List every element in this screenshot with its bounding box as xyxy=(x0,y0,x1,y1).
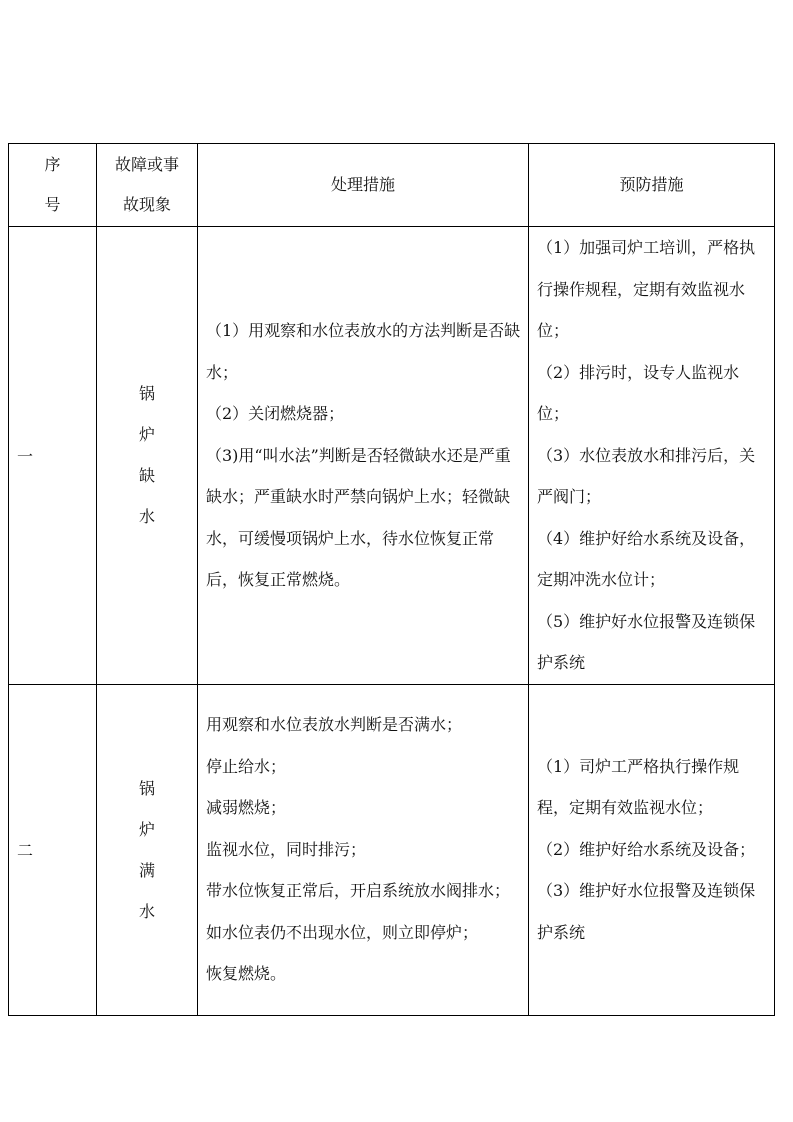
header-fault-line: 故障或事 xyxy=(114,155,179,174)
fault-table xyxy=(8,143,775,1016)
prevention-item: （1）司炉工严格执行操作规程，定期有效监视水位； xyxy=(537,756,740,818)
header-number-line: 号 xyxy=(44,195,61,214)
header-number-line: 序 xyxy=(44,155,61,174)
row-number: 一 xyxy=(9,227,97,685)
header-handling: 处理措施 xyxy=(198,144,529,227)
prevention-item: （3）维护好水位报警及连锁保护系统 xyxy=(537,881,756,942)
row-number: 二 xyxy=(9,684,97,1015)
prevention-item: （5）维护好水位报警及连锁保护系统 xyxy=(537,611,756,672)
row-fault xyxy=(97,227,198,685)
prevention-item: （3）水位表放水和排污后，关严阀门； xyxy=(537,445,756,506)
header-fault xyxy=(97,144,198,227)
fault-char: 炉 xyxy=(138,819,155,839)
handling-item: 监视水位，同时排污； xyxy=(206,839,367,859)
row-handling xyxy=(198,684,529,1015)
row-fault xyxy=(97,684,198,1015)
table-row xyxy=(9,227,775,685)
fault-char: 缺 xyxy=(138,466,155,486)
handling-item: （1）用观察和水位表放水的方法判断是否缺水； xyxy=(206,321,521,382)
row-prevention xyxy=(529,227,775,685)
fault-char: 满 xyxy=(138,860,155,880)
handling-item: （2）关闭燃烧器； xyxy=(206,404,345,423)
handling-item: 用观察和水位表放水判断是否满水； xyxy=(206,715,463,735)
fault-char: 锅 xyxy=(138,778,155,798)
row-prevention xyxy=(529,684,775,1015)
fault-char: 炉 xyxy=(138,425,155,445)
fault-char: 水 xyxy=(138,507,155,527)
header-number xyxy=(9,144,97,227)
prevention-item: （1）加强司炉工培训，严格执行操作规程，定期有效监视水位； xyxy=(537,238,756,340)
fault-char: 锅 xyxy=(138,384,155,404)
prevention-item: （2）维护好给水系统及设备； xyxy=(537,839,756,859)
handling-item: 减弱燃烧； xyxy=(206,798,287,818)
table-row xyxy=(9,684,775,1015)
prevention-item: （2）排污时，设专人监视水位； xyxy=(537,362,740,423)
header-prevention: 预防措施 xyxy=(529,144,775,227)
row-handling xyxy=(198,227,529,685)
handling-item: 恢复燃烧。 xyxy=(206,964,287,984)
header-fault-line: 故现象 xyxy=(122,195,171,214)
prevention-item: （4）维护好给水系统及设备，定期冲洗水位计； xyxy=(537,528,756,589)
handling-item: 停止给水； xyxy=(206,756,287,776)
handling-item: （3)用“叫水法”判断是否轻微缺水还是严重缺水；严重缺水时严禁向锅炉上水；轻微缺水，可缓慢项锅炉上水，待水位恢复正常后，恢复正常燃烧。 xyxy=(206,445,511,589)
fault-char: 水 xyxy=(138,901,155,921)
handling-item: 带水位恢复正常后，开启系统放水阀排水；如水位表仍不出现水位，则立即停炉； xyxy=(206,881,511,942)
table-header-row xyxy=(9,144,775,227)
